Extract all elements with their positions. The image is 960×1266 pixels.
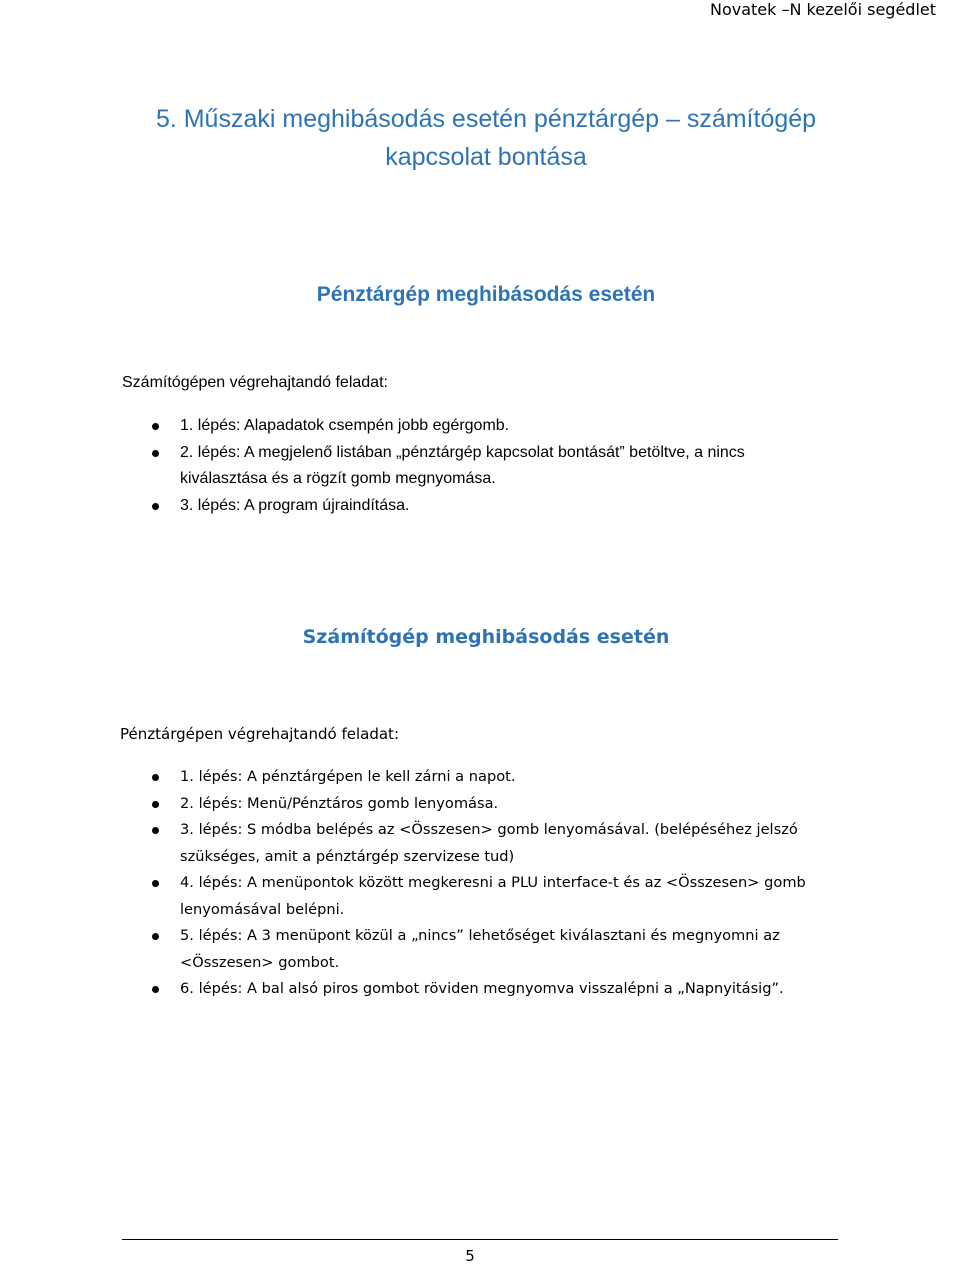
- bullet-icon: [152, 423, 159, 430]
- bullet-icon: [152, 801, 159, 808]
- chapter-title-line-1: 5. Műszaki meghibásodás esetén pénztárgép – számítógép: [155, 105, 817, 133]
- bullet-icon: [152, 880, 159, 887]
- list-item: [0, 870, 820, 923]
- chapter-title: [0, 100, 960, 176]
- list-item: [0, 440, 800, 493]
- list-item: [0, 923, 820, 976]
- bullet-icon: [152, 986, 159, 993]
- page-number: 5: [465, 1247, 475, 1265]
- section-heading-cash-register-failure: Pénztárgép meghibásodás esetén: [316, 283, 656, 306]
- chapter-title-line-2: kapcsolat bontása: [385, 143, 587, 171]
- bullet-icon: [152, 503, 159, 510]
- cash-register-task-label: Pénztárgépen végrehajtandó feladat:: [120, 725, 399, 743]
- list-item: [0, 493, 800, 520]
- footer-divider: [122, 1239, 838, 1240]
- cash-register-steps-list: [0, 764, 820, 1003]
- step-text: 5. lépés: A 3 menüpont közül a „nincs” lehetőséget kiválasztani és megnyomni az <Összesen> gombot.: [180, 927, 780, 971]
- computer-steps-list: [0, 413, 800, 519]
- step-text: 2. lépés: Menü/Pénztáros gomb lenyomása.: [180, 794, 499, 812]
- list-item: [0, 413, 800, 440]
- section-heading-computer-failure: Számítógép meghibásodás esetén: [302, 626, 670, 648]
- list-item: [0, 817, 820, 870]
- bullet-icon: [152, 933, 159, 940]
- step-text: 3. lépés: A program újraindítása.: [180, 496, 410, 514]
- list-item: [0, 764, 820, 791]
- bullet-icon: [152, 827, 159, 834]
- step-text: 1. lépés: Alapadatok csempén jobb egérgomb.: [180, 417, 510, 434]
- running-header: Novatek –N kezelői segédlet: [710, 0, 936, 19]
- bullet-icon: [152, 450, 159, 457]
- step-text: 4. lépés: A menüpontok között megkeresni a PLU interface-t és az <Összesen> gomb lenyomásával belépni.: [180, 874, 806, 918]
- computer-task-label: Számítógépen végrehajtandó feladat:: [122, 374, 388, 391]
- step-text: 1. lépés: A pénztárgépen le kell zárni a napot.: [180, 768, 516, 785]
- step-text: 3. lépés: S módba belépés az <Összesen> gomb lenyomásával. (belépéséhez jelszó szükséges, amit a pénztárgép szervizese tud): [180, 821, 798, 865]
- list-item: [0, 976, 820, 1003]
- list-item: [0, 791, 820, 818]
- step-text: 6. lépés: A bal alsó piros gombot röviden megnyomva visszalépni a „Napnyitásig”.: [180, 980, 784, 997]
- bullet-icon: [152, 774, 159, 781]
- step-text: 2. lépés: A megjelenő listában „pénztárgép kapcsolat bontását” betöltve, a nincs kiválasztása és a rögzít gomb megnyomása.: [180, 443, 745, 487]
